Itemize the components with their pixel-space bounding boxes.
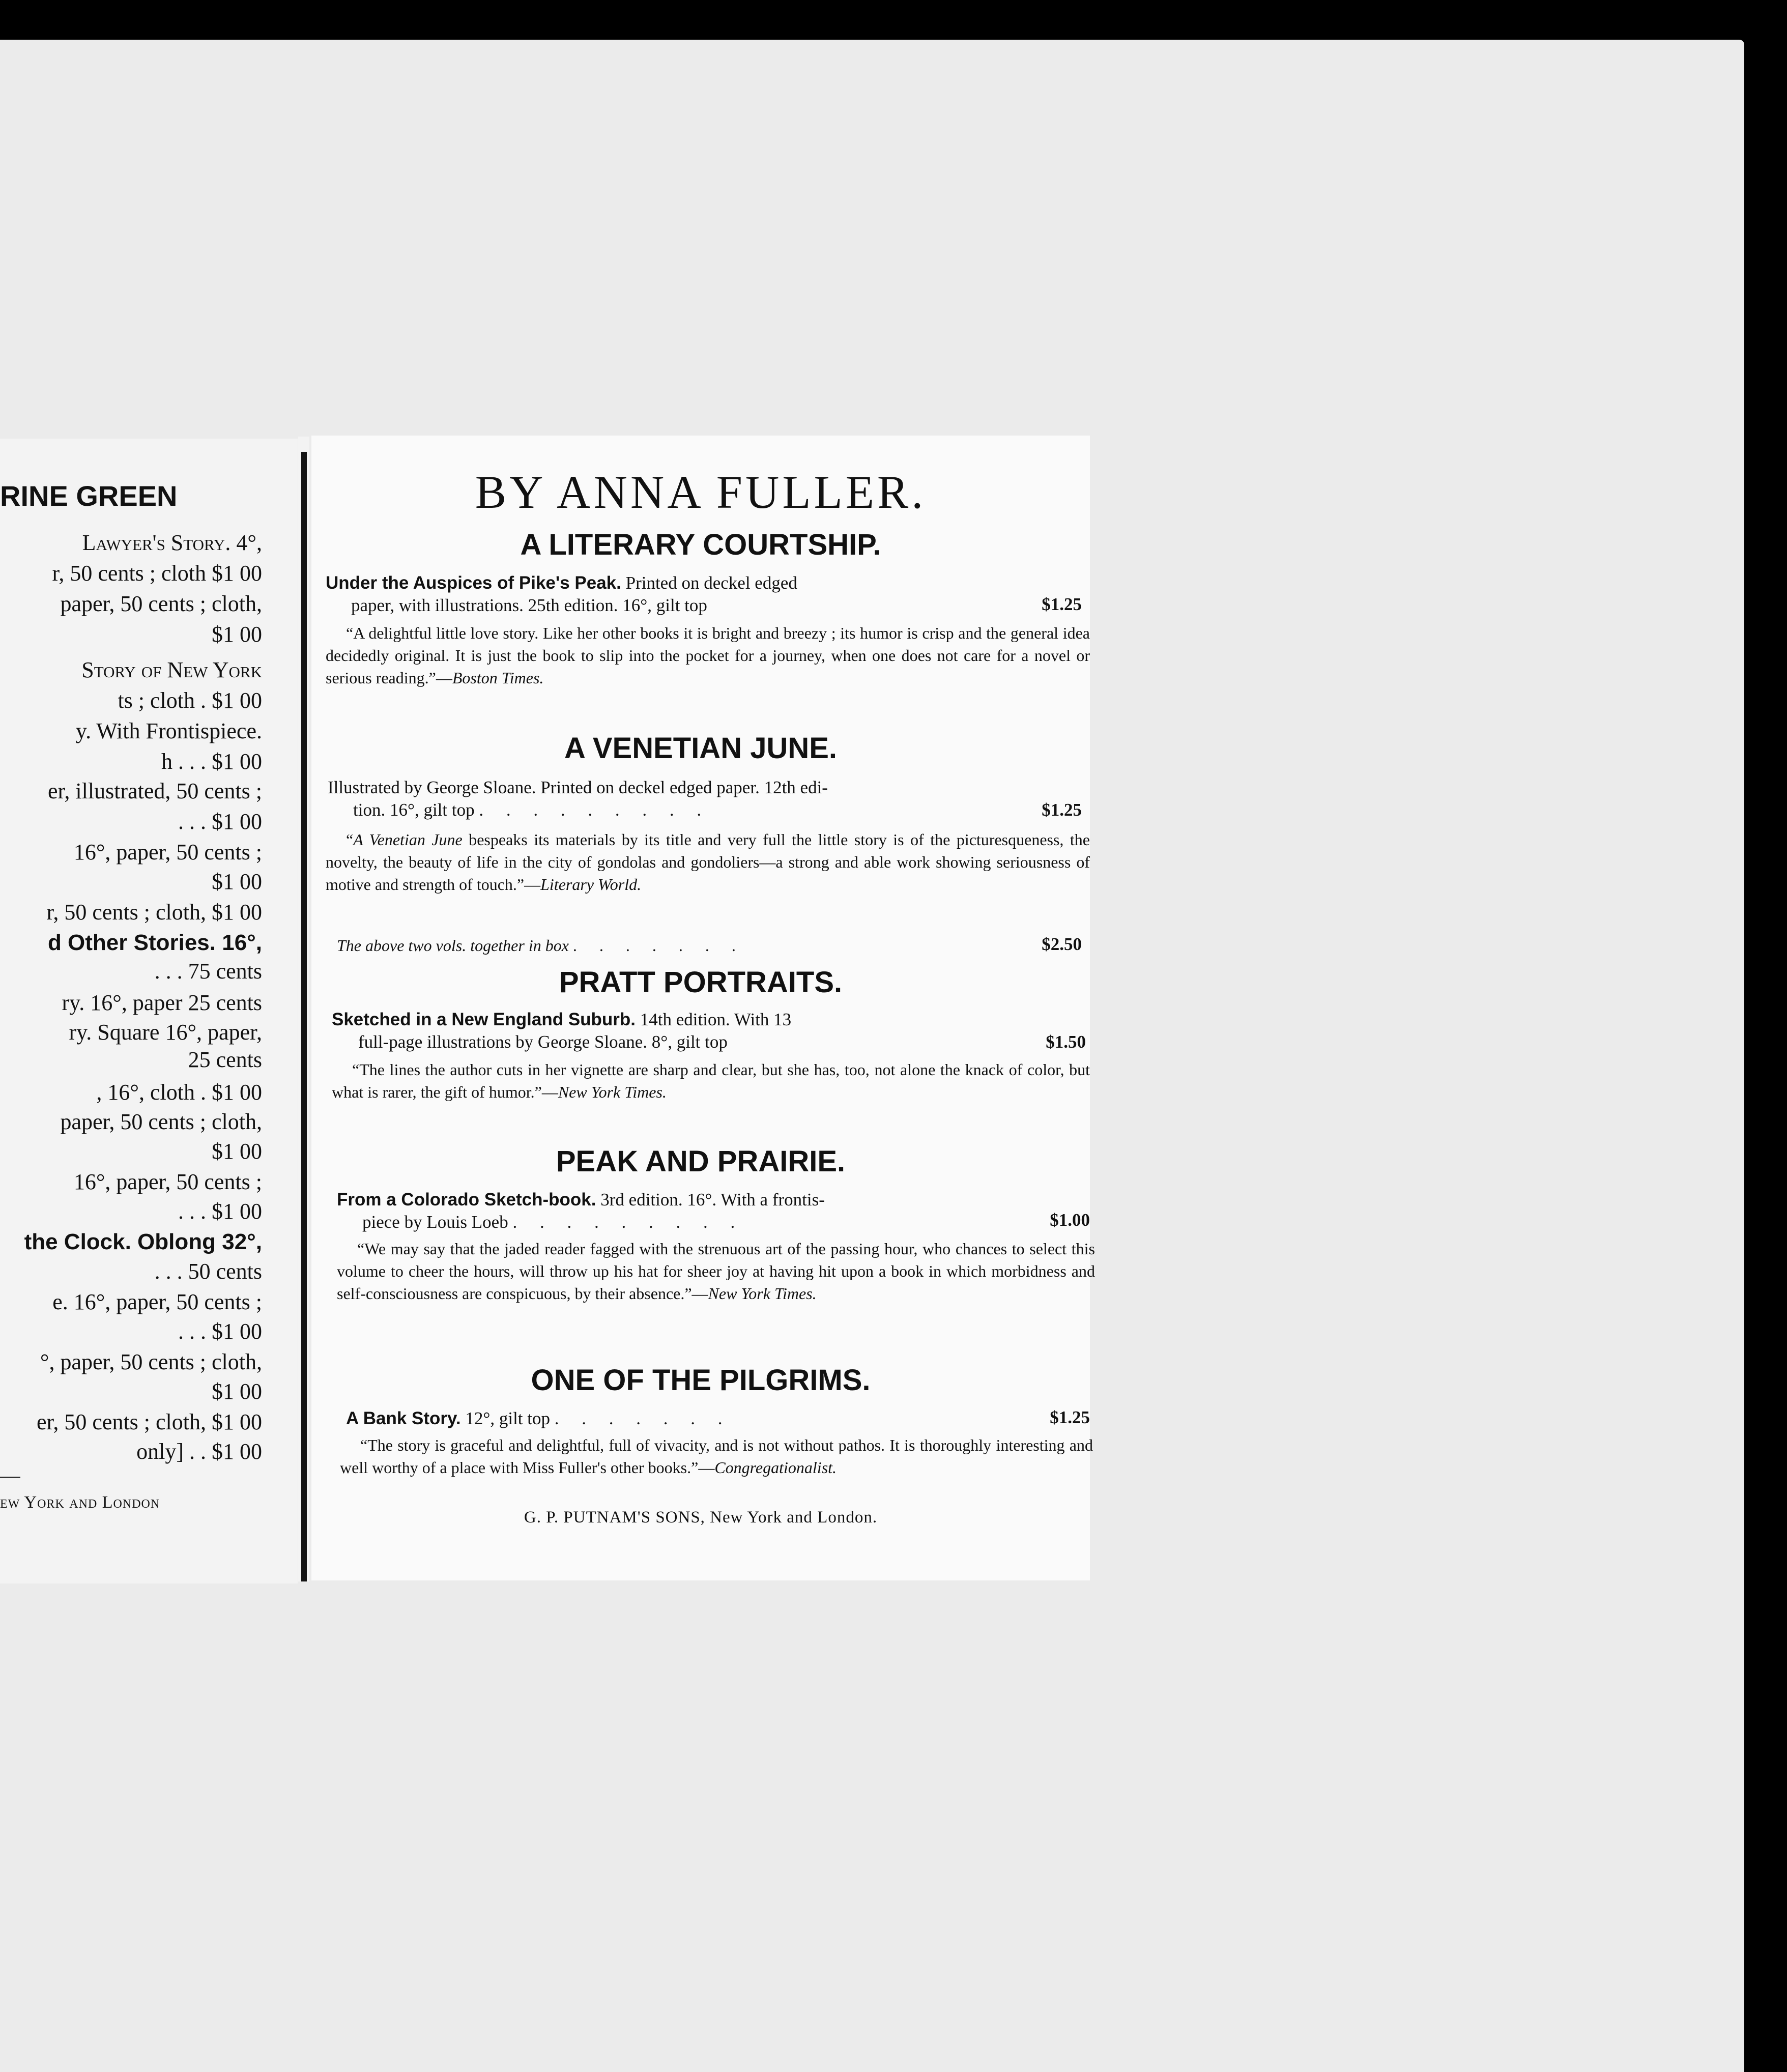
left-line: °, paper, 50 cents ; cloth, [40,1349,262,1374]
left-line: paper, 50 cents ; cloth, [60,1109,262,1134]
left-line: ry. 16°, paper 25 cents [62,990,262,1015]
left-line: $1 00 [212,622,262,647]
price: $1.25 [1042,800,1082,820]
price: $1.25 [1042,594,1082,614]
left-rule [0,1477,20,1478]
left-line: 16°, paper, 50 cents ; [73,840,262,865]
left-line: er, 50 cents ; cloth, $1 00 [36,1409,262,1434]
book-line [326,572,797,594]
publisher-footer: G. P. PUTNAM'S SONS, New York and London. [524,1508,878,1527]
section-heading: A VENETIAN JUNE. [564,732,838,765]
review-source: Literary World. [540,875,642,894]
left-line: 25 cents [188,1047,262,1072]
left-line: only] . . $1 00 [136,1439,262,1464]
book-details: Printed on deckel edged [625,573,797,593]
book-line: A Bank Story. 12°, gilt top . . . . . . . [346,1408,732,1428]
book-title: From a Colorado Sketch-book. [337,1190,596,1210]
left-line: $1 00 [212,1139,262,1164]
book-line [332,1009,791,1031]
review-quote: “A delightful little love story. Like her other books it is bright and breezy ; its humor is crisp and the general idea decidedly original. It is just the book to slip into the pocket for a journey, when one does not care for a novel or serious reading.”—Boston Times. [326,624,1090,687]
left-line: ts ; cloth . $1 00 [118,688,262,713]
left-line: , 16°, cloth . $1 00 [96,1080,262,1105]
left-line: . . . $1 00 [178,1319,262,1344]
left-line: $1 00 [212,1379,262,1404]
review-quote: “The story is graceful and delightful, full of vivacity, and is not without pathos. It is thoroughly interesting and well worthy of a place with Miss Fuller's other books.”—Congregationalist. [340,1436,1093,1477]
page-gutter [298,437,309,1581]
section-heading: PRATT PORTRAITS. [559,966,843,999]
book-title: Sketched in a New England Suburb. [332,1010,636,1029]
left-line: r, 50 cents ; cloth $1 00 [52,561,262,586]
review-source: New York Times. [708,1284,817,1303]
left-page [0,439,298,1584]
left-line: . . . 50 cents [154,1259,262,1284]
review-quote: “A Venetian June bespeaks its materials by its title and very full the little story is of the picturesqueness, the novelty, the beauty of life in the city of gondolas and gondoliers—a strong and able work showing seriousness of motive and strength of touch.”—Literary World. [326,830,1090,894]
book-details: 12°, gilt top [465,1408,551,1428]
left-line: ry. Square 16°, paper, [69,1020,262,1045]
right-page [311,436,1095,1580]
left-footer: ew York and London [0,1493,160,1512]
book-details-line: Illustrated by George Sloane. Printed on deckel edged paper. 12th edi- [328,778,828,797]
book-line [337,1189,825,1211]
left-line: . . . $1 00 [178,1199,262,1224]
book-details-line: tion. 16°, gilt top . . . . . . . . . [353,800,711,820]
left-heading: RINE GREEN [0,480,178,512]
price: $1.50 [1046,1032,1086,1052]
review-source: Congregationalist. [714,1458,837,1477]
book-details-line: full-page illustrations by George Sloane. 8°, gilt top [358,1032,728,1052]
book-title: A Bank Story. [346,1408,461,1428]
left-line: d Other Stories. 16°, [47,930,262,955]
book-details-line: paper, with illustrations. 25th edition. 16°, gilt top [351,595,707,615]
book-details-line: piece by Louis Loeb . . . . . . . . . [362,1212,744,1232]
page-title: BY ANNA FULLER. [475,466,927,518]
box-set-line: The above two vols. together in box . . . . . . . [337,936,745,955]
section-heading: ONE OF THE PILGRIMS. [531,1364,871,1397]
left-line: h . . . $1 00 [161,749,262,774]
left-line: 16°, paper, 50 cents ; [73,1169,262,1194]
left-line: r, 50 cents ; cloth, $1 00 [46,900,262,925]
section-heading: A LITERARY COURTSHIP. [520,528,881,561]
box-price: $2.50 [1042,934,1082,954]
left-line: the Clock. Oblong 32°, [24,1229,262,1254]
book-details: 14th edition. With 13 [640,1010,792,1029]
section-heading: PEAK AND PRAIRIE. [556,1145,846,1178]
left-line: y. With Frontispiece. [75,718,262,743]
left-line: er, illustrated, 50 cents ; [47,779,262,803]
price: $1.25 [1050,1407,1090,1427]
review-quote: “We may say that the jaded reader fagged with the strenuous art of the passing hour, who chances to select this volume to cheer the hours, will throw up his hat for sheer joy at having hit upon a book in which morbidness and self-consciousness are conspicuous, by their absence.”—New York Times. [337,1240,1095,1303]
review-source: Boston Times. [452,669,544,687]
left-line: e. 16°, paper, 50 cents ; [52,1289,262,1314]
book-details: 3rd edition. 16°. With a frontis- [600,1190,825,1210]
review-source: New York Times. [558,1083,667,1101]
book-title: Under the Auspices of Pike's Peak. [326,573,621,593]
left-line: . . . 75 cents [154,959,262,984]
left-line: . . . $1 00 [178,809,262,834]
price: $1.00 [1050,1210,1090,1230]
left-line: Story of New York [81,657,262,682]
left-line: $1 00 [212,869,262,894]
left-line: paper, 50 cents ; cloth, [60,591,262,616]
review-quote: “The lines the author cuts in her vignette are sharp and clear, but she has, too, not alone the knack of color, but what is rarer, the gift of humor.”—New York Times. [332,1060,1090,1101]
left-line: Lawyer's Story. 4°, [82,530,262,555]
